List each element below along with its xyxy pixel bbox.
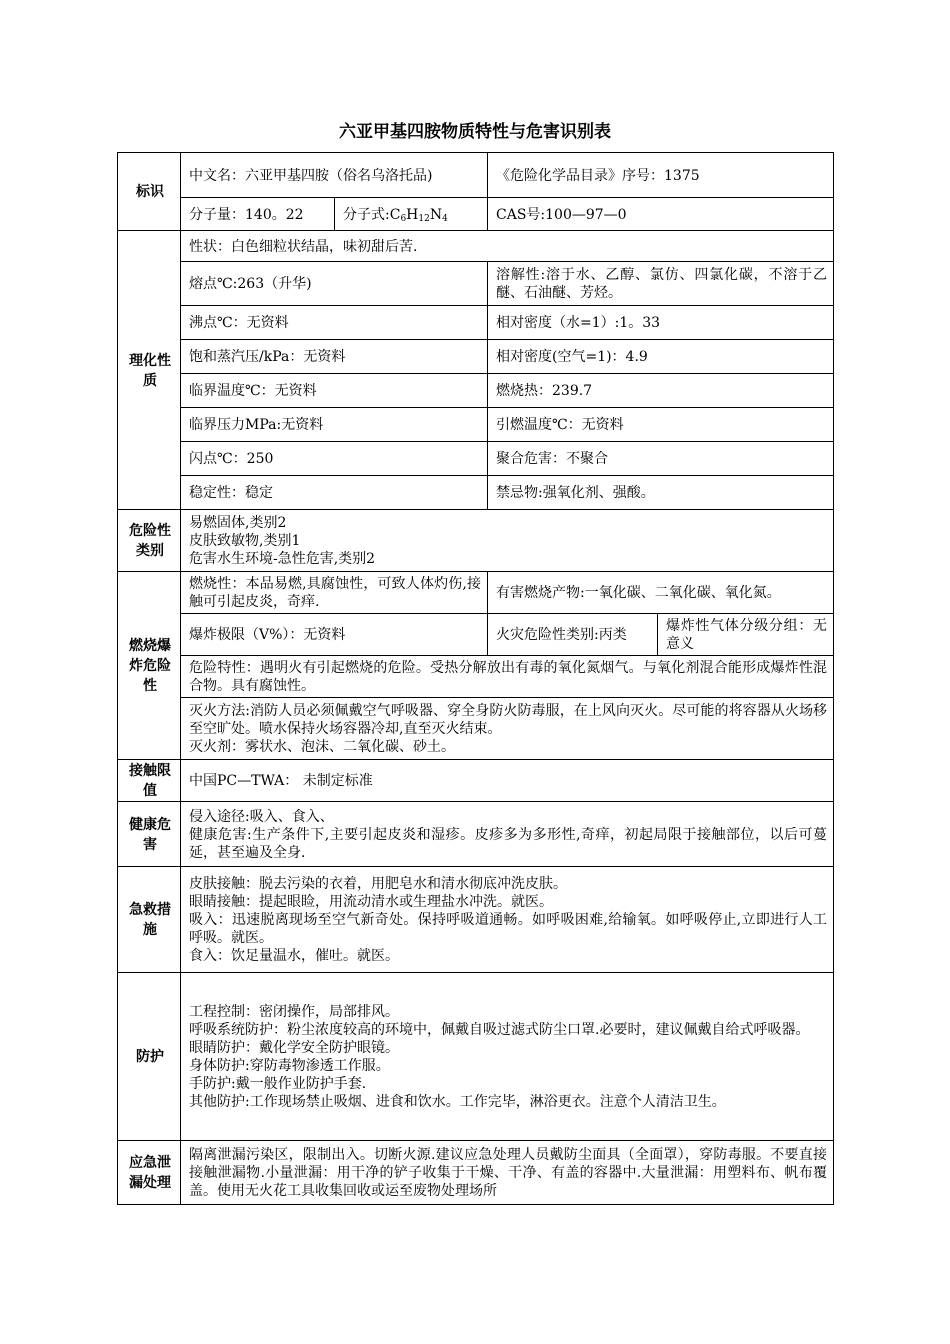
density-air: 相对密度(空气=1)：4.9 — [488, 340, 834, 374]
category-identification: 标识 — [118, 153, 181, 231]
row-hazard-characteristics — [118, 656, 834, 698]
ignition-temperature: 引燃温度℃：无资料 — [488, 408, 834, 442]
route-of-entry: 侵入途径:吸入、食入、 — [189, 808, 334, 825]
hazard-identification-table — [117, 152, 834, 1205]
explosion-limits: 爆炸极限（V%）：无资料 — [181, 614, 488, 656]
protection-engineering: 工程控制：密闭操作，局部排风。 — [189, 1004, 399, 1020]
row-melting — [118, 262, 834, 306]
row-formula — [118, 198, 834, 231]
row-extinguishing — [118, 698, 834, 760]
category-fire-explosion: 燃烧爆炸危险性 — [118, 572, 181, 760]
molecular-formula: 分子式$:C_6H_{12}N_4$ — [335, 198, 488, 231]
extinguishing-info — [181, 698, 834, 760]
hazard-class-list — [181, 510, 834, 572]
row-health — [118, 802, 834, 867]
row-stability — [118, 476, 834, 510]
solubility: 溶解性:溶于水、乙醇、氯仿、四氯化碳，不溶于乙醚、石油醚、芳烃。 — [488, 262, 834, 306]
exposure-limit: 中国PC—TWA： 未制定标准 — [181, 760, 834, 802]
protection-other: 其他防护:工作现场禁止吸烟、进食和饮水。工作完毕，淋浴更衣。注意个人清洁卫生。 — [189, 1094, 726, 1110]
category-health-hazard: 健康危害 — [118, 802, 181, 867]
row-flammability — [118, 572, 834, 614]
hazard-characteristics: 危险特性：遇明火有引起燃烧的危险。受热分解放出有毒的氧化氮烟气。与氧化剂混合能形成爆炸性混合物。具有腐蚀性。 — [181, 656, 834, 698]
combustion-heat: 燃烧热：239.7 — [488, 374, 834, 408]
first-aid-skin: 皮肤接触：脱去污染的衣着，用肥皂水和清水彻底冲洗皮肤。 — [189, 876, 567, 892]
critical-pressure: 临界压力MPa:无资料 — [181, 408, 488, 442]
row-protection — [118, 973, 834, 1141]
category-exposure-limit: 接触限值 — [118, 760, 181, 802]
row-hazard-class — [118, 510, 834, 572]
first-aid-inhalation: 吸入：迅速脱离现场至空气新奇处。保持呼吸道通畅。如呼吸困难,给输氧。如呼吸停止,立即进行人工呼吸。就医。 — [189, 912, 828, 946]
row-critical-temp — [118, 374, 834, 408]
protection-hand: 手防护:戴一般作业防护手套. — [189, 1076, 367, 1092]
row-chinese-name — [118, 153, 834, 198]
row-vapor — [118, 340, 834, 374]
category-physical: 理化性质 — [118, 231, 181, 510]
extinguishing-method: 灭火方法:消防人员必须佩戴空气呼吸器、穿全身防火防毒服，在上风向灭火。尽可能的将容器从火场移至空旷处。喷水保持火场容器冷却,直至灭火结束。 — [189, 703, 828, 737]
flammability: 燃烧性：本品易燃,具腐蚀性，可致人体灼伤,接触可引起皮炎，奇痒. — [181, 572, 488, 614]
category-protection: 防护 — [118, 973, 181, 1141]
category-first-aid: 急救措施 — [118, 867, 181, 973]
flash-point: 闪点℃：250 — [181, 442, 488, 476]
first-aid-ingestion: 食入：饮足量温水，催吐。就医。 — [189, 948, 399, 964]
category-spill-response: 应急泄漏处理 — [118, 1141, 181, 1205]
hazard-class-item: 皮肤致敏物,类别1 — [189, 533, 301, 549]
chinese-name: 中文名：六亚甲基四胺（俗名乌洛托品) — [181, 153, 488, 198]
melting-point: 熔点℃:263（升华) — [181, 262, 488, 306]
incompatible-materials: 禁忌物:强氧化剂、强酸。 — [488, 476, 834, 510]
critical-temperature: 临界温度℃：无资料 — [181, 374, 488, 408]
extinguishing-agent: 灭火剂：雾状水、泡沫、二氧化碳、砂土。 — [189, 739, 455, 755]
row-exposure-limit — [118, 760, 834, 802]
stability: 稳定性：稳定 — [181, 476, 488, 510]
health-hazard: 健康危害:生产条件下,主要引起皮炎和湿疹。皮疹多为多形性,奇痒，初起局限于接触部位，以后可蔓延，甚至遍及全身. — [189, 826, 828, 861]
protection-respiratory: 呼吸系统防护：粉尘浓度较高的环境中，佩戴自吸过滤式防尘口罩.必要时，建议佩戴自给式呼吸器。 — [189, 1022, 810, 1038]
first-aid-info — [181, 867, 834, 973]
category-hazard-class: 危险性类别 — [118, 510, 181, 572]
cas-number: CAS号:100—97—0 — [488, 198, 834, 231]
row-boiling — [118, 306, 834, 340]
hazard-class-item: 易燃固体,类别2 — [189, 515, 287, 531]
row-appearance — [118, 231, 834, 262]
combustion-products: 有害燃烧产物:一氧化碳、二氧化碳、氧化氮。 — [488, 572, 834, 614]
row-explosion — [118, 614, 834, 656]
row-first-aid — [118, 867, 834, 973]
hazard-class-item: 危害水生环境-急性危害,类别2 — [189, 551, 376, 567]
row-flash — [118, 442, 834, 476]
protection-info — [181, 973, 834, 1141]
vapor-pressure: 饱和蒸汽压/kPa：无资料 — [181, 340, 488, 374]
page-title: 六亚甲基四胺物质特性与危害识别表 — [339, 122, 611, 142]
appearance: 性状：白色细粒状结晶，味初甜后苦. — [181, 231, 834, 262]
health-info — [181, 802, 834, 867]
catalog-number: 《危险化学品目录》序号：1375 — [488, 153, 834, 198]
spill-response: 隔离泄漏污染区，限制出入。切断火源.建议应急处理人员戴防尘面具（全面罩），穿防毒服。不要直接接触泄漏物.小量泄漏：用干净的铲子收集于干燥、干净、有盖的容器中.大量泄漏：用塑料布、帆布覆盖。使用无火花工具收集回收或运至废物处理场所 — [181, 1141, 834, 1205]
explosive-gas-group: 爆炸性气体分级分组：无意义 — [658, 614, 834, 656]
density-water: 相对密度（水=1）:1。33 — [488, 306, 834, 340]
fire-hazard-category: 火灾危险性类别:丙类 — [488, 614, 658, 656]
protection-body: 身体防护:穿防毒物渗透工作服。 — [189, 1058, 390, 1074]
row-spill — [118, 1141, 834, 1205]
row-critical-pressure — [118, 408, 834, 442]
molecular-weight: 分子量：140。22 — [181, 198, 335, 231]
polymerization-hazard: 聚合危害：不聚合 — [488, 442, 834, 476]
boiling-point: 沸点℃：无资料 — [181, 306, 488, 340]
first-aid-eye: 眼睛接触：提起眼睑，用流动清水或生理盐水冲洗。就医。 — [189, 894, 553, 910]
protection-eye: 眼睛防护：戴化学安全防护眼镜。 — [189, 1040, 399, 1056]
